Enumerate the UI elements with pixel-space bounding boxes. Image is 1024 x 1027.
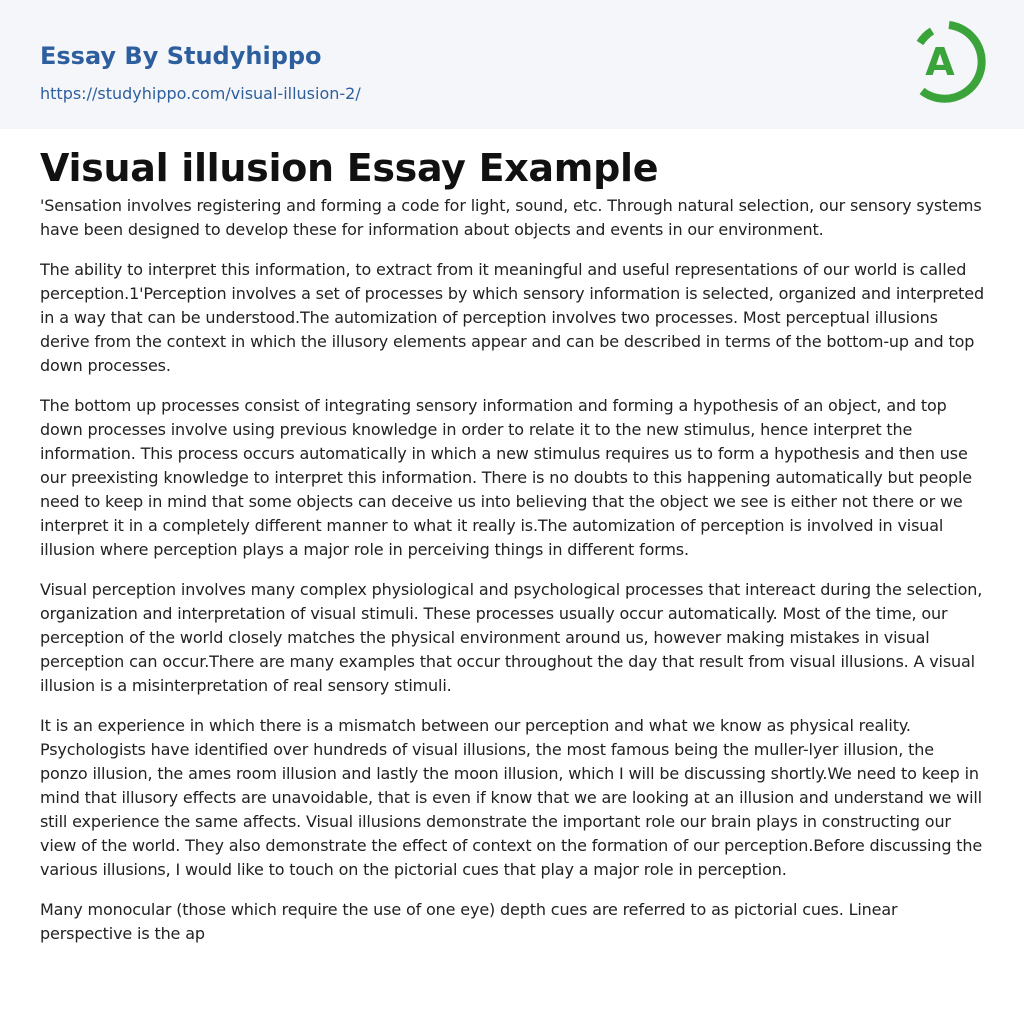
essay-paragraph-2: The ability to interpret this information, to extract from it meaningful and useful representations of our world is called perception.1'Perception involves a set of processes by which sensory information is selected, organized and interpreted in a way that can be understood.The automization of perception involves two processes. Most perceptual illusions derive from the context in which the illusory elements appear and can be described in terms of the bottom-up and top down processes. (40, 260, 984, 375)
studyhippo-logo-icon[interactable] (910, 19, 988, 105)
essay-title: Visual illusion Essay Example (40, 146, 659, 190)
source-url-link[interactable]: https://studyhippo.com/visual-illusion-2/ (40, 84, 361, 103)
essay-paragraph-3: The bottom up processes consist of integrating sensory information and forming a hypothesis of an object, and top down processes involve using previous knowledge in order to relate it to the new stimulus, hence interpret the information. This process occurs automatically in which a new stimulus requires us to form a hypothesis and then use our preexisting knowledge to interpret this information. There is no doubts to this happening automatically but people need to keep in mind that some objects can deceive us into believing that the object we see is either not there or we interpret it in a completely different manner to what it really is.The automization of perception is involved in visual illusion where perception plays a major role in perceiving things in different forms. (40, 396, 972, 559)
essay-paragraph-4: Visual perception involves many complex physiological and psychological processes that intereact during the selection, organization and interpretation of visual stimuli. These processes usually occur automatically. Most of the time, our perception of the world closely matches the physical environment around us, however making mistakes in visual perception can occur.There are many examples that occur throughout the day that result from visual illusions. A visual illusion is a misinterpretation of real sensory stimuli. (40, 580, 983, 695)
logo-letter: A (925, 40, 955, 84)
site-title: Essay By Studyhippo (40, 42, 322, 70)
essay-body (40, 194, 986, 962)
essay-paragraph-1: 'Sensation involves registering and forming a code for light, sound, etc. Through natural selection, our sensory systems have been designed to develop these for information about objects and events in our environment. (40, 196, 982, 239)
essay-paragraph-6: Many monocular (those which require the use of one eye) depth cues are referred to as pictorial cues. Linear perspective is the ap (40, 900, 898, 943)
essay-paragraph-5: It is an experience in which there is a mismatch between our perception and what we know as physical reality. Psychologists have identified over hundreds of visual illusions, the most famous being the muller-lyer illusion, the ponzo illusion, the ames room illusion and lastly the moon illusion, which I will be discussing shortly.We need to keep in mind that illusory effects are unavoidable, that is even if know that we are looking at an illusion and understand we will still experience the same affects. Visual illusions demonstrate the important role our brain plays in constructing our view of the world. They also demonstrate the effect of context on the formation of our perception.Before discussing the various illusions, I would like to touch on the pictorial cues that play a major role in perception. (40, 716, 983, 879)
